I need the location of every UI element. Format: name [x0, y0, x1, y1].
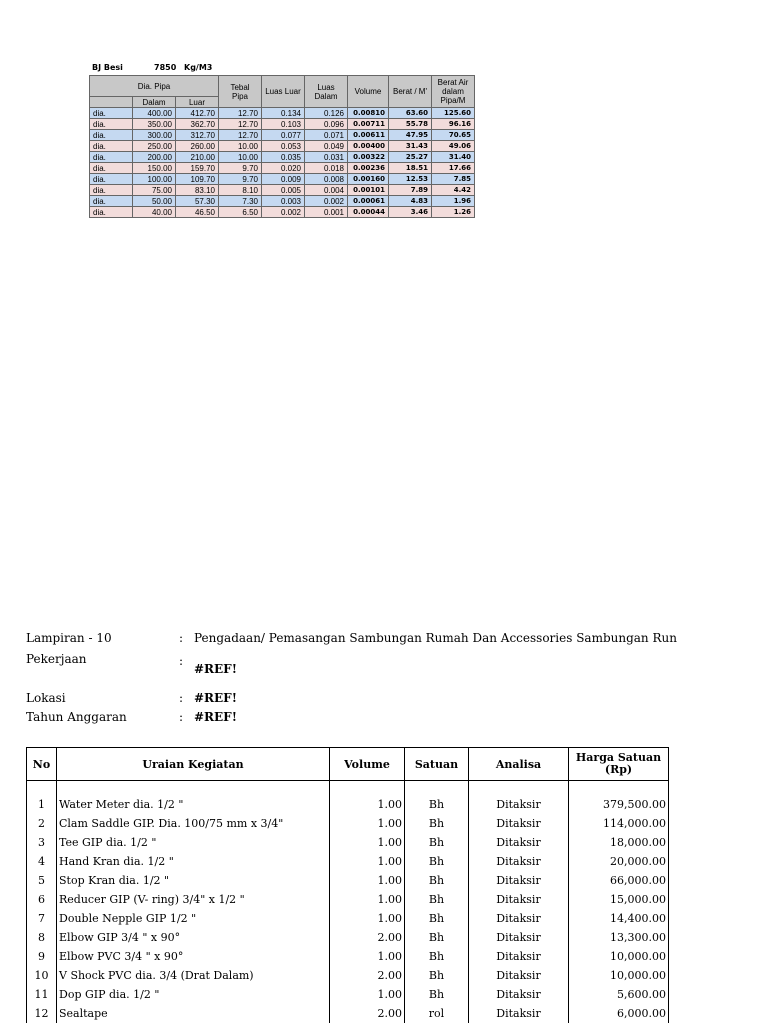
table-row	[90, 119, 475, 130]
tahun-colon: :	[179, 710, 184, 724]
row-volume: 1.00	[330, 871, 405, 890]
table-row	[90, 108, 475, 119]
row-harga: 379,500.00	[569, 795, 669, 814]
table-row	[27, 966, 669, 985]
header-volume: Volume	[348, 76, 389, 108]
table-row	[90, 152, 475, 163]
spacer	[469, 781, 569, 796]
row-analisa: Ditaksir	[469, 947, 569, 966]
row-uraian: Reducer GIP (V- ring) 3/4" x 1/2 "	[57, 890, 330, 909]
row-no: 1	[27, 795, 57, 814]
header-satuan: Satuan	[405, 748, 469, 781]
row-satuan: Bh	[405, 814, 469, 833]
cell: 0.00711	[348, 119, 389, 130]
cell: 210.00	[176, 152, 219, 163]
cell: 12.70	[219, 130, 262, 141]
cell: 0.00061	[348, 196, 389, 207]
cell: dia.	[90, 108, 133, 119]
cell: 46.50	[176, 207, 219, 218]
table-row	[90, 207, 475, 218]
cell: 17.66	[432, 163, 475, 174]
row-harga: 114,000.00	[569, 814, 669, 833]
row-uraian: Water Meter dia. 1/2 "	[57, 795, 330, 814]
row-uraian: Hand Kran dia. 1/2 "	[57, 852, 330, 871]
row-uraian: Elbow GIP 3/4 " x 90°	[57, 928, 330, 947]
row-no: 11	[27, 985, 57, 1004]
table-row	[90, 196, 475, 207]
header-berat: Berat / M'	[389, 76, 432, 108]
cell: 0.00322	[348, 152, 389, 163]
table-row	[27, 814, 669, 833]
row-no: 9	[27, 947, 57, 966]
header-tebal: Tebal Pipa	[219, 76, 262, 108]
row-analisa: Ditaksir	[469, 795, 569, 814]
row-uraian: Dop GIP dia. 1/2 "	[57, 985, 330, 1004]
cell: 70.65	[432, 130, 475, 141]
cell: 0.00044	[348, 207, 389, 218]
cell: 49.06	[432, 141, 475, 152]
row-satuan: Bh	[405, 928, 469, 947]
cell: 0.103	[262, 119, 305, 130]
cell: dia.	[90, 196, 133, 207]
cell: 9.70	[219, 163, 262, 174]
row-no: 3	[27, 833, 57, 852]
row-volume: 1.00	[330, 833, 405, 852]
row-uraian: Clam Saddle GIP. Dia. 100/75 mm x 3/4"	[57, 814, 330, 833]
row-harga: 6,000.00	[569, 1004, 669, 1023]
bj-label: BJ Besi	[92, 63, 123, 72]
lokasi-label: Lokasi	[26, 691, 66, 705]
row-harga: 66,000.00	[569, 871, 669, 890]
bj-besi-line	[92, 63, 212, 72]
table-row	[27, 985, 669, 1004]
row-harga: 18,000.00	[569, 833, 669, 852]
row-volume: 2.00	[330, 966, 405, 985]
cell: 0.004	[305, 185, 348, 196]
cell: 0.00810	[348, 108, 389, 119]
cell: 7.30	[219, 196, 262, 207]
row-volume: 1.00	[330, 947, 405, 966]
lampiran-value: Pengadaan/ Pemasangan Sambungan Rumah Dan Accessories Sambungan Run	[194, 631, 677, 645]
row-analisa: Ditaksir	[469, 852, 569, 871]
spacer	[57, 781, 330, 796]
cell: 200.00	[133, 152, 176, 163]
row-uraian: Double Nepple GIP 1/2 "	[57, 909, 330, 928]
header-blank	[90, 97, 133, 108]
table-row	[27, 890, 669, 909]
table-row	[27, 871, 669, 890]
row-volume: 1.00	[330, 852, 405, 871]
table-row	[27, 909, 669, 928]
cell: 412.70	[176, 108, 219, 119]
cell: 12.70	[219, 119, 262, 130]
cell: 312.70	[176, 130, 219, 141]
header-dia-pipa: Dia. Pipa	[90, 76, 219, 97]
cell: 0.049	[305, 141, 348, 152]
cell: 57.30	[176, 196, 219, 207]
row-volume: 1.00	[330, 985, 405, 1004]
row-satuan: Bh	[405, 795, 469, 814]
lampiran-label: Lampiran - 10	[26, 631, 112, 645]
row-uraian: Sealtape	[57, 1004, 330, 1023]
cell: 47.95	[389, 130, 432, 141]
cell: 350.00	[133, 119, 176, 130]
row-volume: 1.00	[330, 890, 405, 909]
row-harga: 14,400.00	[569, 909, 669, 928]
cell: 109.70	[176, 174, 219, 185]
cell: dia.	[90, 207, 133, 218]
bj-value: 7850	[154, 63, 177, 72]
cell: 96.16	[432, 119, 475, 130]
header-dalam: Dalam	[133, 97, 176, 108]
cell: 0.002	[305, 196, 348, 207]
cell: 0.053	[262, 141, 305, 152]
cell: 4.42	[432, 185, 475, 196]
cell: dia.	[90, 119, 133, 130]
cell: 0.020	[262, 163, 305, 174]
cell: 3.46	[389, 207, 432, 218]
header-analisa: Analisa	[469, 748, 569, 781]
pekerjaan-label: Pekerjaan	[26, 652, 87, 666]
row-analisa: Ditaksir	[469, 985, 569, 1004]
cell: 1.26	[432, 207, 475, 218]
pekerjaan-value: #REF!	[194, 662, 237, 676]
cell: 362.70	[176, 119, 219, 130]
row-satuan: rol	[405, 1004, 469, 1023]
spacer	[569, 781, 669, 796]
lokasi-colon: :	[179, 691, 184, 705]
table-row	[27, 833, 669, 852]
header-harga-line2: (Rp)	[604, 763, 633, 776]
cell: 0.096	[305, 119, 348, 130]
cell: 25.27	[389, 152, 432, 163]
cell: dia.	[90, 185, 133, 196]
cell: 50.00	[133, 196, 176, 207]
cell: dia.	[90, 141, 133, 152]
row-satuan: Bh	[405, 852, 469, 871]
cell: 0.00101	[348, 185, 389, 196]
work-items-table	[26, 747, 669, 1023]
cell: 0.071	[305, 130, 348, 141]
row-analisa: Ditaksir	[469, 814, 569, 833]
cell: 7.85	[432, 174, 475, 185]
cell: 0.00236	[348, 163, 389, 174]
cell: 260.00	[176, 141, 219, 152]
row-volume: 1.00	[330, 814, 405, 833]
cell: dia.	[90, 174, 133, 185]
row-analisa: Ditaksir	[469, 1004, 569, 1023]
cell: 9.70	[219, 174, 262, 185]
cell: 0.003	[262, 196, 305, 207]
cell: 100.00	[133, 174, 176, 185]
pekerjaan-colon: :	[179, 654, 184, 668]
cell: 400.00	[133, 108, 176, 119]
row-volume: 2.00	[330, 1004, 405, 1023]
cell: 0.009	[262, 174, 305, 185]
cell: dia.	[90, 130, 133, 141]
cell: dia.	[90, 163, 133, 174]
row-no: 10	[27, 966, 57, 985]
row-satuan: Bh	[405, 890, 469, 909]
row-uraian: Tee GIP dia. 1/2 "	[57, 833, 330, 852]
header-harga	[569, 748, 669, 781]
cell: 0.134	[262, 108, 305, 119]
cell: 12.70	[219, 108, 262, 119]
pipe-weight-table	[89, 75, 475, 218]
cell: 0.035	[262, 152, 305, 163]
cell: 159.70	[176, 163, 219, 174]
cell: 4.83	[389, 196, 432, 207]
row-uraian: Elbow PVC 3/4 " x 90°	[57, 947, 330, 966]
cell: 8.10	[219, 185, 262, 196]
cell: 150.00	[133, 163, 176, 174]
row-analisa: Ditaksir	[469, 890, 569, 909]
cell: 6.50	[219, 207, 262, 218]
table-row	[90, 141, 475, 152]
cell: dia.	[90, 152, 133, 163]
bj-unit: Kg/M3	[184, 63, 213, 72]
cell: 300.00	[133, 130, 176, 141]
row-satuan: Bh	[405, 871, 469, 890]
lampiran-colon: :	[179, 631, 184, 645]
row-no: 12	[27, 1004, 57, 1023]
cell: 0.077	[262, 130, 305, 141]
tahun-value: #REF!	[194, 710, 237, 724]
header-uraian: Uraian Kegiatan	[57, 748, 330, 781]
cell: 1.96	[432, 196, 475, 207]
row-satuan: Bh	[405, 909, 469, 928]
cell: 0.00160	[348, 174, 389, 185]
header-harga-line1: Harga Satuan	[575, 751, 662, 764]
cell: 31.40	[432, 152, 475, 163]
cell: 0.001	[305, 207, 348, 218]
cell: 0.031	[305, 152, 348, 163]
row-uraian: V Shock PVC dia. 3/4 (Drat Dalam)	[57, 966, 330, 985]
spacer	[27, 781, 57, 796]
spacer-row	[27, 781, 669, 796]
spacer	[330, 781, 405, 796]
header-berat-air: Berat Air dalam Pipa/M	[432, 76, 475, 108]
cell: 10.00	[219, 141, 262, 152]
row-harga: 13,300.00	[569, 928, 669, 947]
cell: 250.00	[133, 141, 176, 152]
table-row	[27, 928, 669, 947]
table-row	[27, 947, 669, 966]
row-satuan: Bh	[405, 985, 469, 1004]
cell: 10.00	[219, 152, 262, 163]
row-volume: 1.00	[330, 795, 405, 814]
row-analisa: Ditaksir	[469, 833, 569, 852]
cell: 0.005	[262, 185, 305, 196]
row-harga: 10,000.00	[569, 966, 669, 985]
row-analisa: Ditaksir	[469, 966, 569, 985]
cell: 18.51	[389, 163, 432, 174]
table-row	[90, 130, 475, 141]
lokasi-value: #REF!	[194, 691, 237, 705]
row-analisa: Ditaksir	[469, 928, 569, 947]
row-volume: 1.00	[330, 909, 405, 928]
header-luas-dalam: Luas Dalam	[305, 76, 348, 108]
header-volume: Volume	[330, 748, 405, 781]
cell: 0.018	[305, 163, 348, 174]
row-analisa: Ditaksir	[469, 871, 569, 890]
header-no: No	[27, 748, 57, 781]
cell: 0.002	[262, 207, 305, 218]
cell: 125.60	[432, 108, 475, 119]
cell: 31.43	[389, 141, 432, 152]
row-harga: 5,600.00	[569, 985, 669, 1004]
row-analisa: Ditaksir	[469, 909, 569, 928]
row-no: 2	[27, 814, 57, 833]
cell: 63.60	[389, 108, 432, 119]
cell: 12.53	[389, 174, 432, 185]
cell: 40.00	[133, 207, 176, 218]
table-row	[27, 1004, 669, 1023]
row-harga: 20,000.00	[569, 852, 669, 871]
cell: 0.00400	[348, 141, 389, 152]
row-satuan: Bh	[405, 833, 469, 852]
spacer	[405, 781, 469, 796]
row-no: 6	[27, 890, 57, 909]
table-row	[27, 795, 669, 814]
cell: 83.10	[176, 185, 219, 196]
row-satuan: Bh	[405, 947, 469, 966]
header-luas-luar: Luas Luar	[262, 76, 305, 108]
row-harga: 10,000.00	[569, 947, 669, 966]
table-row	[90, 174, 475, 185]
cell: 0.00611	[348, 130, 389, 141]
row-no: 7	[27, 909, 57, 928]
row-volume: 2.00	[330, 928, 405, 947]
table-row	[90, 163, 475, 174]
cell: 55.78	[389, 119, 432, 130]
cell: 0.126	[305, 108, 348, 119]
row-harga: 15,000.00	[569, 890, 669, 909]
row-uraian: Stop Kran dia. 1/2 "	[57, 871, 330, 890]
tahun-label: Tahun Anggaran	[26, 710, 127, 724]
cell: 0.008	[305, 174, 348, 185]
header-luar: Luar	[176, 97, 219, 108]
row-no: 4	[27, 852, 57, 871]
table-row	[27, 852, 669, 871]
row-satuan: Bh	[405, 966, 469, 985]
table-row	[90, 185, 475, 196]
cell: 75.00	[133, 185, 176, 196]
row-no: 8	[27, 928, 57, 947]
cell: 7.89	[389, 185, 432, 196]
row-no: 5	[27, 871, 57, 890]
